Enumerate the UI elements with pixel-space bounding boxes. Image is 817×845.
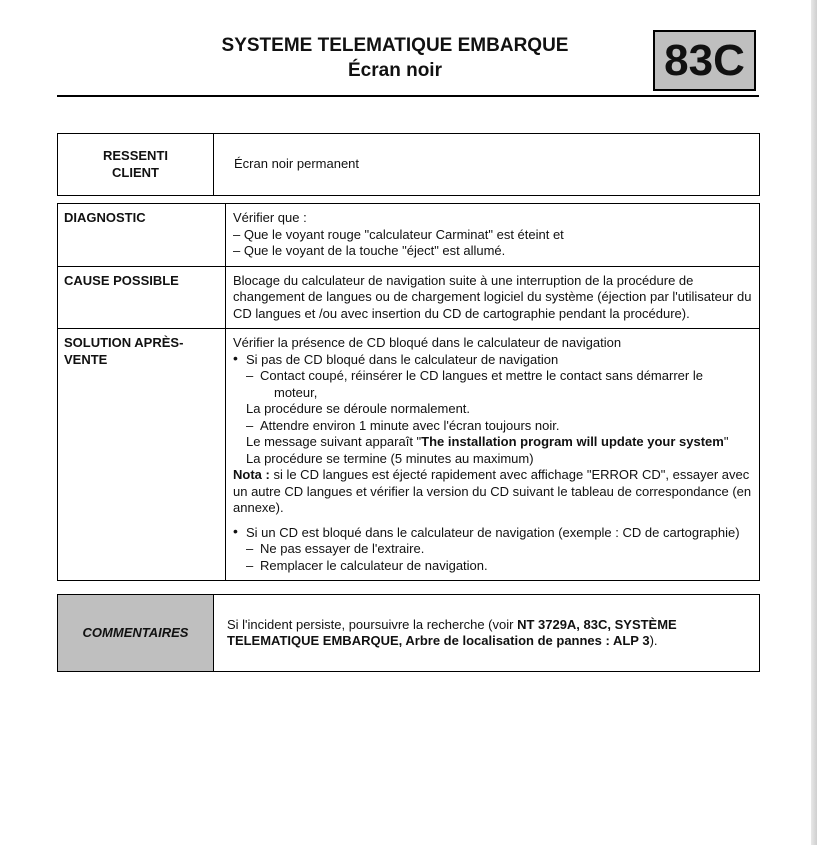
bullet-item: • Si un CD est bloqué dans le calculateur de navigation (exemple : CD de cartographie) — [233, 525, 752, 542]
diagnostic-table — [57, 203, 760, 581]
commentaires-value — [214, 595, 760, 672]
title-line-1: SYSTEME TELEMATIQUE EMBARQUE — [221, 35, 569, 56]
commentaires-label: COMMENTAIRES — [58, 595, 214, 672]
bullet-item: • Si pas de CD bloqué dans le calculateur de navigation — [233, 352, 752, 369]
message-prefix: Le message suivant apparaît " — [246, 434, 422, 449]
ressenti-label-line1: RESSENTI — [102, 148, 168, 163]
message-suffix: " — [723, 434, 729, 449]
nota — [233, 467, 752, 517]
commentaires-reference: NT 3729A, 83C, SYSTÈME TELEMATIQUE EMBARQUE, Arbre de localisation de pannes : ALP 3 — [227, 616, 677, 648]
step-item — [233, 558, 752, 575]
step1-text: Contact coupé, réinsérer le CD langues et mettre le contact sans démarrer le — [260, 368, 703, 383]
commentaires-table — [57, 594, 760, 672]
commentaires-suffix: ). — [649, 633, 658, 648]
diagnostic-value — [226, 204, 760, 267]
solution-row — [58, 329, 760, 581]
diagnostic-item: – Que le voyant de la touche "éject" est allumé. — [233, 243, 506, 258]
step-item — [233, 541, 752, 558]
page-edge — [811, 0, 817, 845]
ressenti-label — [58, 134, 214, 196]
page-title — [150, 33, 640, 83]
cause-row — [58, 266, 760, 329]
procedure-ends: La procédure se termine (5 minutes au maximum) — [246, 450, 534, 466]
step-item — [233, 368, 752, 385]
commentaires-prefix: Si l'incident persiste, poursuivre la recherche (voir — [227, 616, 518, 632]
spacer — [233, 517, 752, 525]
section-code-badge: 83C — [653, 30, 756, 91]
step-item — [233, 418, 752, 435]
solution-value — [226, 329, 760, 581]
solution-label-line1: SOLUTION APRÈS- — [64, 335, 184, 350]
header-divider — [57, 95, 759, 97]
dash-glyph: – — [246, 417, 254, 433]
step3-text: Ne pas essayer de l'extraire. — [260, 541, 425, 556]
title-line-2: Écran noir — [348, 60, 442, 81]
diagnostic-row — [58, 204, 760, 267]
message-bold: The installation program will update your system — [421, 434, 724, 449]
cause-value: Blocage du calculateur de navigation suite à une interruption de la procédure de changement de langues ou de chargement logiciel du système (éjection par l'utilisateur du CD langues et /ou avec insertion du CD de cartographie pendant la procédure). — [226, 266, 760, 329]
diagnostic-item: – Que le voyant rouge "calculateur Carminat" est éteint et — [233, 226, 564, 242]
dash-glyph: – — [246, 557, 254, 573]
nota-label: Nota : — [233, 467, 270, 482]
solution-intro: Vérifier la présence de CD bloqué dans le calculateur de navigation — [233, 335, 622, 350]
dash-glyph: – — [246, 541, 254, 556]
diagnostic-label: DIAGNOSTIC — [58, 204, 226, 267]
solution-label-line2: VENTE — [64, 351, 108, 367]
nota-text: si le CD langues est éjecté rapidement avec affichage "ERROR CD", essayer avec un autre CD langues et vérifier la version du CD suivant le tableau de correspondance (en annexe). — [233, 467, 752, 515]
ressenti-value: Écran noir permanent — [214, 134, 760, 196]
solution-label — [58, 329, 226, 581]
cause-label: CAUSE POSSIBLE — [58, 266, 226, 329]
step1-continued: moteur, — [274, 384, 318, 400]
ressenti-label-line2: CLIENT — [112, 164, 159, 180]
dash-glyph: – — [246, 368, 254, 383]
step2-text: Attendre environ 1 minute avec l'écran toujours noir. — [260, 417, 560, 433]
step4-text: Remplacer le calculateur de navigation. — [260, 557, 488, 573]
ressenti-client-table — [57, 133, 760, 196]
install-message — [233, 434, 752, 451]
diagnostic-intro: Vérifier que : — [233, 210, 307, 225]
procedure-normal: La procédure se déroule normalement. — [246, 401, 471, 416]
